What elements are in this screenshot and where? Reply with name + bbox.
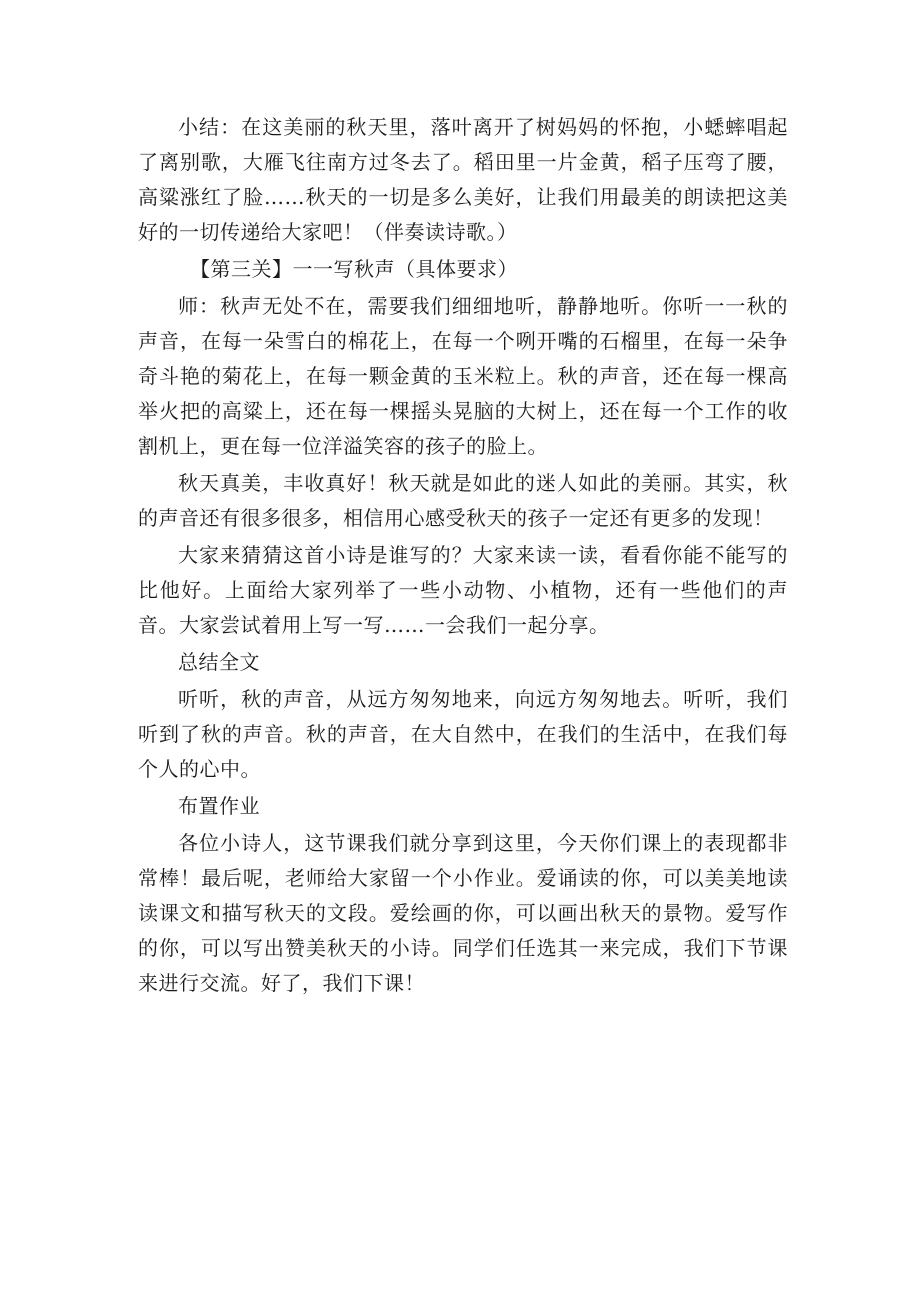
summary-text-paragraph: 听听，秋的声音，从远方匆匆地来，向远方匆匆地去。听听，我们听到了秋的声音。秋的声音，在大自然中，在我们的生活中，在我们每个人的心中。	[138, 687, 788, 781]
section-heading-summary: 总结全文	[178, 650, 260, 674]
section-heading-level-three: 【第三关】一一写秋声（具体要求）	[190, 257, 518, 281]
section-heading-homework: 布置作业	[178, 794, 260, 818]
summary-paragraph: 小结：在这美丽的秋天里，落叶离开了树妈妈的怀抱，小蟋蟀唱起了离别歌，大雁飞往南方过冬去了。稻田里一片金黄，稻子压弯了腰，高粱涨红了脸……秋天的一切是多么美好，让我们用最美的朗读把这美好的一切传递给大家吧！（伴奏读诗歌。）	[138, 115, 788, 244]
document-body	[138, 110, 788, 1003]
homework-paragraph: 各位小诗人，这节课我们就分享到这里，今天你们课上的表现都非常棒！最后呢，老师给大家留一个小作业。爱诵读的你，可以美美地读读课文和描写秋天的文段。爱绘画的你，可以画出秋天的景物。爱写作的你，可以写出赞美秋天的小诗。同学们任选其一来完成，我们下节课来进行交流。好了，我们下课！	[138, 831, 788, 995]
autumn-paragraph: 秋天真美，丰收真好！秋天就是如此的迷人如此的美丽。其实，秋的声音还有很多很多，相信用心感受秋天的孩子一定还有更多的发现！	[138, 471, 788, 530]
guess-poem-paragraph: 大家来猜猜这首小诗是谁写的？大家来读一读，看看你能不能写的比他好。上面给大家列举了一些小动物、小植物，还有一些他们的声音。大家尝试着用上写一写……一会我们一起分享。	[138, 543, 788, 637]
teacher-paragraph: 师：秋声无处不在，需要我们细细地听，静静地听。你听一一秋的声音，在每一朵雪白的棉花上，在每一个咧开嘴的石榴里，在每一朵争奇斗艳的菊花上，在每一颗金黄的玉米粒上。秋的声音，还在每一棵高举火把的高粱上，还在每一棵摇头晃脑的大树上，还在每一个工作的收割机上，更在每一位洋溢笑容的孩子的脸上。	[138, 294, 788, 458]
